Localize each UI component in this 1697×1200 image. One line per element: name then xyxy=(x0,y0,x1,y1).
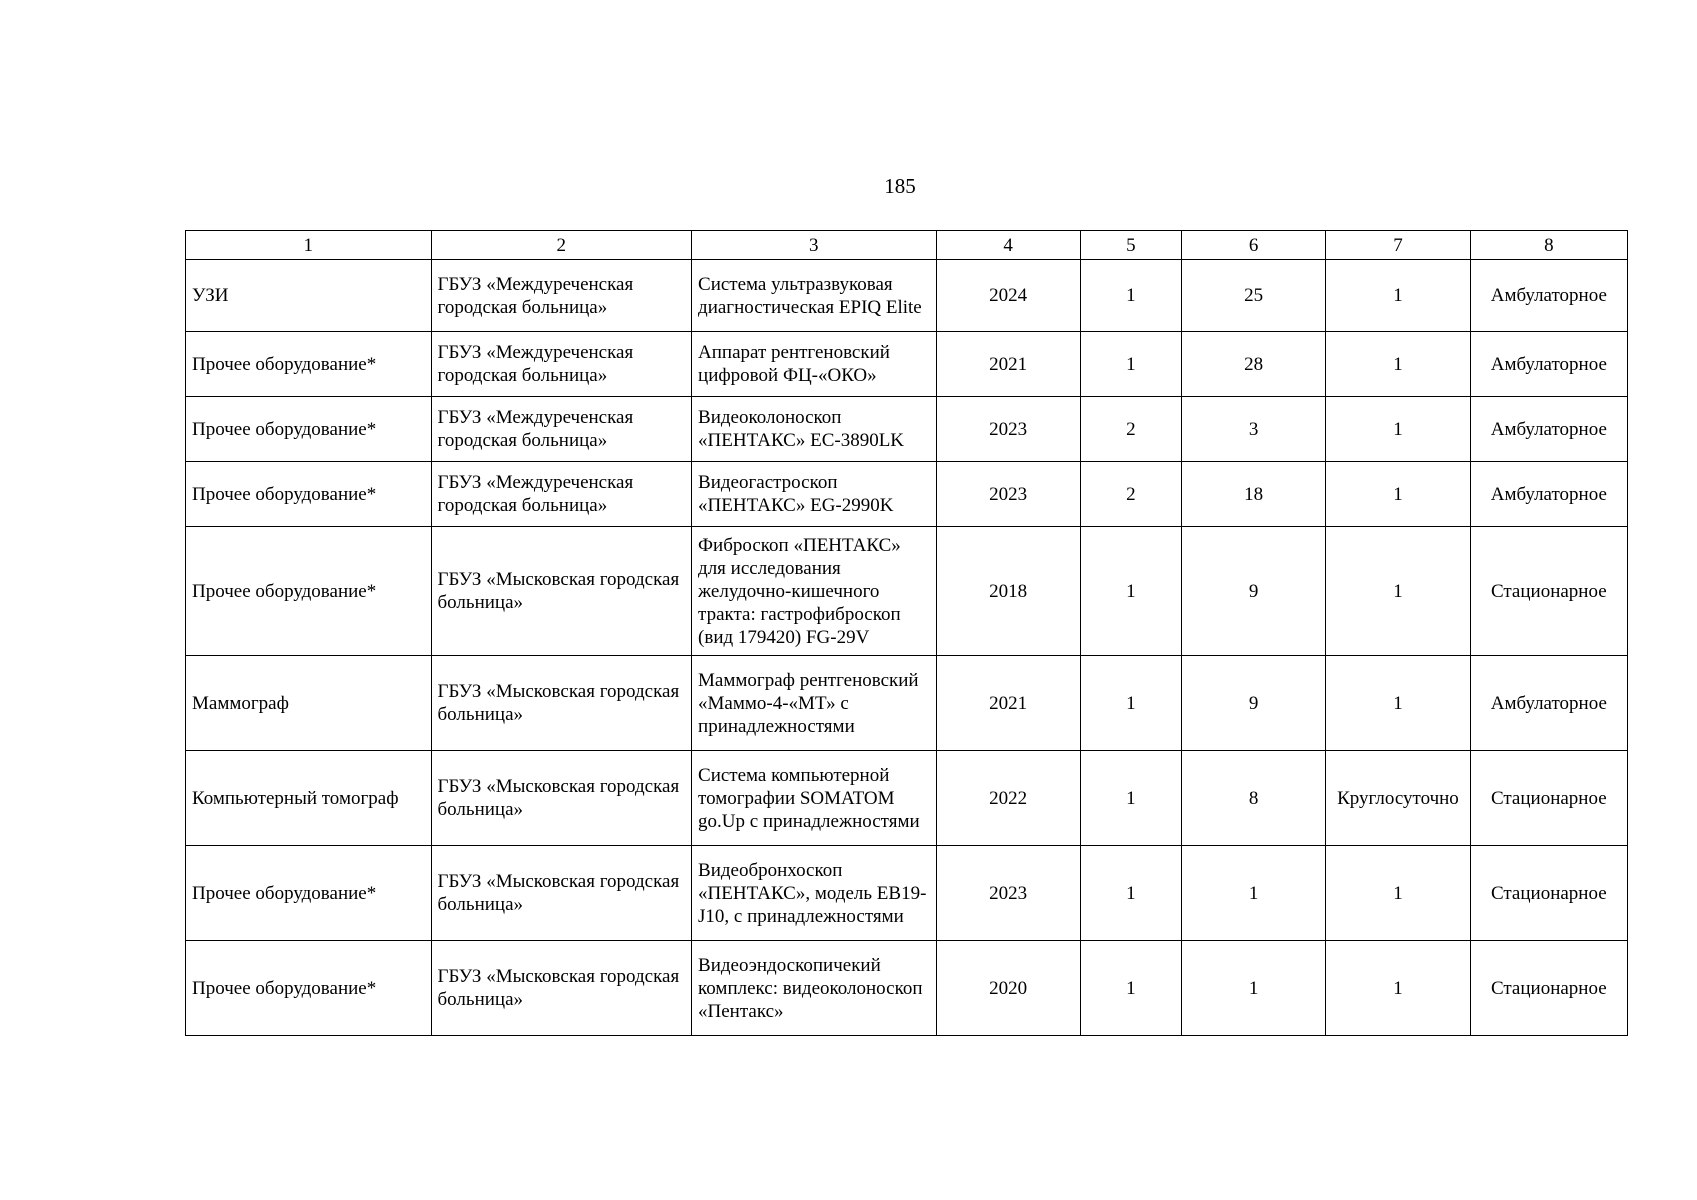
table-row xyxy=(186,397,1628,462)
care-mode-cell: Амбулаторное xyxy=(1470,397,1627,462)
year-cell: 2021 xyxy=(936,656,1080,751)
column-7-cell: 1 xyxy=(1326,941,1470,1036)
column-header: 3 xyxy=(692,231,937,260)
column-5-cell: 1 xyxy=(1080,751,1181,846)
equipment-type-cell: Компьютерный томограф xyxy=(186,751,432,846)
column-6-cell: 8 xyxy=(1182,751,1326,846)
equipment-type-cell: Прочее оборудование* xyxy=(186,462,432,527)
equipment-name-cell: Маммограф рентгеновский «Маммо-4-«МТ» с принадлежностями xyxy=(692,656,937,751)
column-6-cell: 9 xyxy=(1182,527,1326,656)
care-mode-cell: Амбулаторное xyxy=(1470,462,1627,527)
column-header: 6 xyxy=(1182,231,1326,260)
column-6-cell: 3 xyxy=(1182,397,1326,462)
equipment-name-cell: Система компьютерной томографии SOMATOM go.Up с принадлежностями xyxy=(692,751,937,846)
care-mode-cell: Стационарное xyxy=(1470,941,1627,1036)
care-mode-cell: Стационарное xyxy=(1470,751,1627,846)
equipment-name-cell: Видеобронхоскоп «ПЕНТАКС», модель EB19-J10, с принадлежностями xyxy=(692,846,937,941)
equipment-type-cell: Прочее оборудование* xyxy=(186,846,432,941)
column-5-cell: 2 xyxy=(1080,397,1181,462)
column-header: 4 xyxy=(936,231,1080,260)
column-5-cell: 1 xyxy=(1080,656,1181,751)
care-mode-cell: Стационарное xyxy=(1470,846,1627,941)
equipment-name-cell: Фиброскоп «ПЕНТАКС» для исследования желудочно-кишечного тракта: гастрофиброскоп (вид 179420) FG-29V xyxy=(692,527,937,656)
table-row xyxy=(186,462,1628,527)
column-7-cell: 1 xyxy=(1326,656,1470,751)
care-mode-cell: Амбулаторное xyxy=(1470,656,1627,751)
care-mode-cell: Стационарное xyxy=(1470,527,1627,656)
table-row xyxy=(186,846,1628,941)
column-6-cell: 18 xyxy=(1182,462,1326,527)
column-5-cell: 2 xyxy=(1080,462,1181,527)
column-5-cell: 1 xyxy=(1080,332,1181,397)
organization-cell: ГБУЗ «Междуреченская городская больница» xyxy=(431,397,692,462)
column-6-cell: 9 xyxy=(1182,656,1326,751)
column-6-cell: 1 xyxy=(1182,846,1326,941)
table-row xyxy=(186,941,1628,1036)
column-5-cell: 1 xyxy=(1080,260,1181,332)
column-header: 2 xyxy=(431,231,692,260)
organization-cell: ГБУЗ «Междуреченская городская больница» xyxy=(431,332,692,397)
column-header: 7 xyxy=(1326,231,1470,260)
organization-cell: ГБУЗ «Мысковская городская больница» xyxy=(431,751,692,846)
column-5-cell: 1 xyxy=(1080,846,1181,941)
equipment-name-cell: Видеоэндоскопичекий комплекс: видеоколоноскоп «Пентакс» xyxy=(692,941,937,1036)
equipment-name-cell: Видеогастроскоп «ПЕНТАКС» EG-2990K xyxy=(692,462,937,527)
year-cell: 2023 xyxy=(936,462,1080,527)
equipment-name-cell: Видеоколоноскоп «ПЕНТАКС» EC-3890LK xyxy=(692,397,937,462)
equipment-type-cell: Маммограф xyxy=(186,656,432,751)
column-7-cell: 1 xyxy=(1326,332,1470,397)
page-number: 185 xyxy=(884,174,916,198)
equipment-table xyxy=(185,230,1628,1036)
table-row xyxy=(186,260,1628,332)
table-row xyxy=(186,656,1628,751)
column-7-cell: 1 xyxy=(1326,846,1470,941)
column-5-cell: 1 xyxy=(1080,941,1181,1036)
year-cell: 2020 xyxy=(936,941,1080,1036)
column-header: 1 xyxy=(186,231,432,260)
table-row xyxy=(186,751,1628,846)
year-cell: 2022 xyxy=(936,751,1080,846)
year-cell: 2021 xyxy=(936,332,1080,397)
equipment-type-cell: УЗИ xyxy=(186,260,432,332)
year-cell: 2023 xyxy=(936,397,1080,462)
year-cell: 2023 xyxy=(936,846,1080,941)
column-5-cell: 1 xyxy=(1080,527,1181,656)
column-7-cell: 1 xyxy=(1326,260,1470,332)
year-cell: 2018 xyxy=(936,527,1080,656)
column-header: 5 xyxy=(1080,231,1181,260)
organization-cell: ГБУЗ «Мысковская городская больница» xyxy=(431,846,692,941)
column-6-cell: 25 xyxy=(1182,260,1326,332)
year-cell: 2024 xyxy=(936,260,1080,332)
table-header-row xyxy=(186,231,1628,260)
equipment-type-cell: Прочее оборудование* xyxy=(186,941,432,1036)
table-row xyxy=(186,332,1628,397)
equipment-name-cell: Аппарат рентгеновский цифровой ФЦ-«ОКО» xyxy=(692,332,937,397)
column-6-cell: 1 xyxy=(1182,941,1326,1036)
equipment-name-cell: Система ультразвуковая диагностическая EPIQ Elite xyxy=(692,260,937,332)
table-row xyxy=(186,527,1628,656)
column-7-cell: 1 xyxy=(1326,462,1470,527)
organization-cell: ГБУЗ «Мысковская городская больница» xyxy=(431,527,692,656)
column-7-cell: 1 xyxy=(1326,397,1470,462)
column-7-cell: 1 xyxy=(1326,527,1470,656)
organization-cell: ГБУЗ «Мысковская городская больница» xyxy=(431,656,692,751)
organization-cell: ГБУЗ «Междуреченская городская больница» xyxy=(431,462,692,527)
organization-cell: ГБУЗ «Мысковская городская больница» xyxy=(431,941,692,1036)
equipment-type-cell: Прочее оборудование* xyxy=(186,397,432,462)
equipment-type-cell: Прочее оборудование* xyxy=(186,332,432,397)
column-6-cell: 28 xyxy=(1182,332,1326,397)
care-mode-cell: Амбулаторное xyxy=(1470,260,1627,332)
care-mode-cell: Амбулаторное xyxy=(1470,332,1627,397)
column-header: 8 xyxy=(1470,231,1627,260)
equipment-type-cell: Прочее оборудование* xyxy=(186,527,432,656)
column-7-cell: Круглосуточно xyxy=(1326,751,1470,846)
organization-cell: ГБУЗ «Междуреченская городская больница» xyxy=(431,260,692,332)
